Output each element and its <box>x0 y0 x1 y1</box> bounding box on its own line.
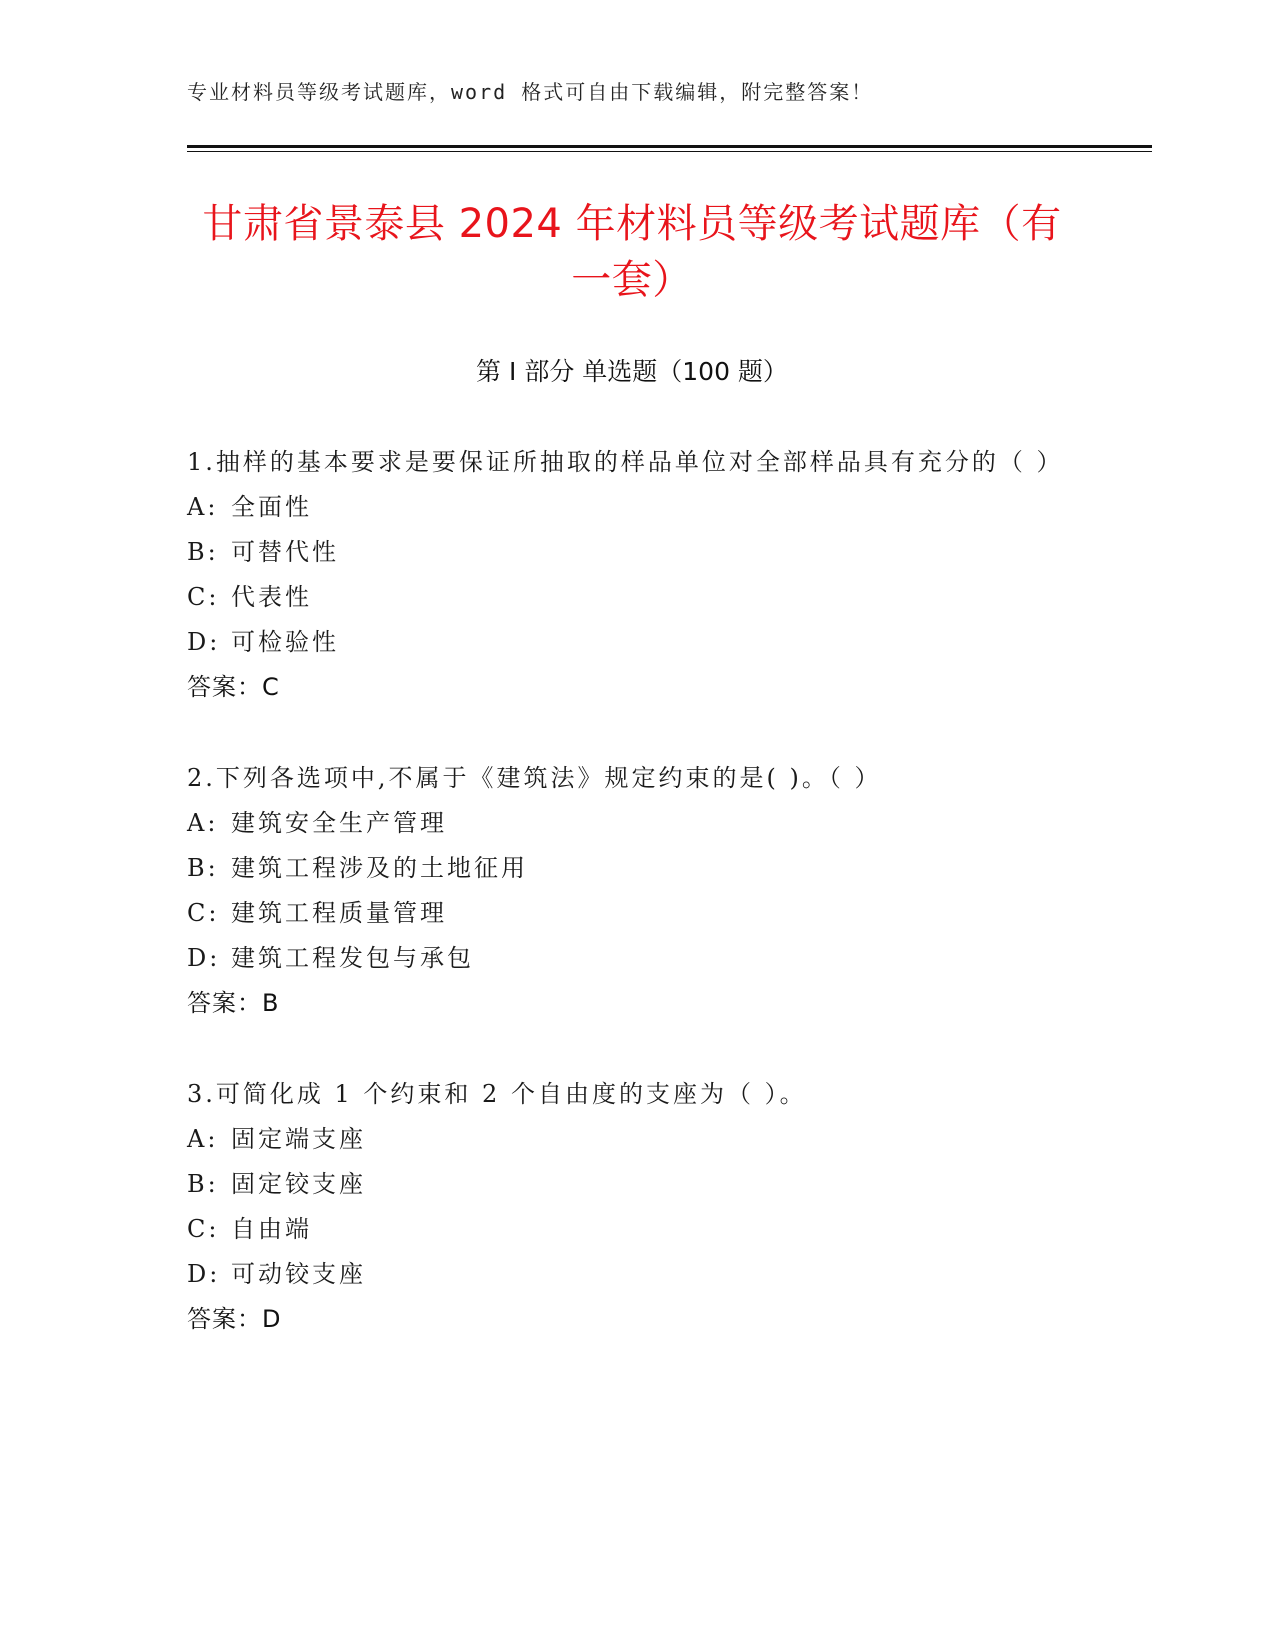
option-text: 可动铰支座 <box>231 1260 366 1288</box>
option-c <box>187 1207 1077 1252</box>
option-b <box>187 1162 1077 1207</box>
question-list <box>187 440 1077 1388</box>
option-letter: C: <box>187 1215 220 1243</box>
option-letter: D: <box>187 944 221 972</box>
section-title: 第 I 部分 单选题（100 题） <box>476 357 788 386</box>
option-text: 全面性 <box>231 493 312 521</box>
option-letter: B: <box>187 854 219 882</box>
option-c <box>187 575 1077 620</box>
option-text: 固定铰支座 <box>231 1170 366 1198</box>
header-rule-thick <box>187 145 1152 148</box>
option-a <box>187 485 1077 530</box>
option-text: 可检验性 <box>231 628 339 656</box>
option-a <box>187 1117 1077 1162</box>
document-title: 甘肃省景泰县 2024 年材料员等级考试题库（有一套） <box>202 201 1062 303</box>
option-letter: D: <box>187 1260 221 1288</box>
option-letter: B: <box>187 538 219 566</box>
question-1 <box>187 440 1077 710</box>
option-text: 建筑工程涉及的土地征用 <box>231 854 528 882</box>
option-b <box>187 530 1077 575</box>
option-d <box>187 1252 1077 1297</box>
option-text: 自由端 <box>231 1215 312 1243</box>
option-letter: C: <box>187 899 220 927</box>
option-text: 建筑安全生产管理 <box>231 809 447 837</box>
question-stem: 2.下列各选项中,不属于《建筑法》规定约束的是( )。（ ） <box>187 764 882 792</box>
option-c <box>187 891 1077 936</box>
option-d <box>187 936 1077 981</box>
option-letter: A: <box>187 1125 219 1153</box>
header-note: 专业材料员等级考试题库，word 格式可自由下载编辑，附完整答案！ <box>187 80 874 104</box>
option-letter: C: <box>187 583 220 611</box>
option-letter: D: <box>187 628 221 656</box>
option-text: 建筑工程发包与承包 <box>231 944 474 972</box>
option-letter: A: <box>187 809 219 837</box>
answer-line: 答案：D <box>187 1305 282 1333</box>
header-rule-thin <box>187 151 1152 152</box>
option-letter: B: <box>187 1170 219 1198</box>
question-stem: 1.抽样的基本要求是要保证所抽取的样品单位对全部样品具有充分的（ ） <box>187 448 1064 476</box>
answer-line: 答案：B <box>187 989 280 1017</box>
option-text: 固定端支座 <box>231 1125 366 1153</box>
question-3 <box>187 1072 1077 1342</box>
option-b <box>187 846 1077 891</box>
question-2 <box>187 756 1077 1026</box>
option-letter: A: <box>187 493 219 521</box>
option-a <box>187 801 1077 846</box>
option-text: 可替代性 <box>231 538 339 566</box>
option-d <box>187 620 1077 665</box>
answer-line: 答案：C <box>187 673 280 701</box>
question-stem: 3.可简化成 1 个约束和 2 个自由度的支座为（ ）。 <box>187 1080 807 1108</box>
option-text: 建筑工程质量管理 <box>231 899 447 927</box>
option-text: 代表性 <box>231 583 312 611</box>
